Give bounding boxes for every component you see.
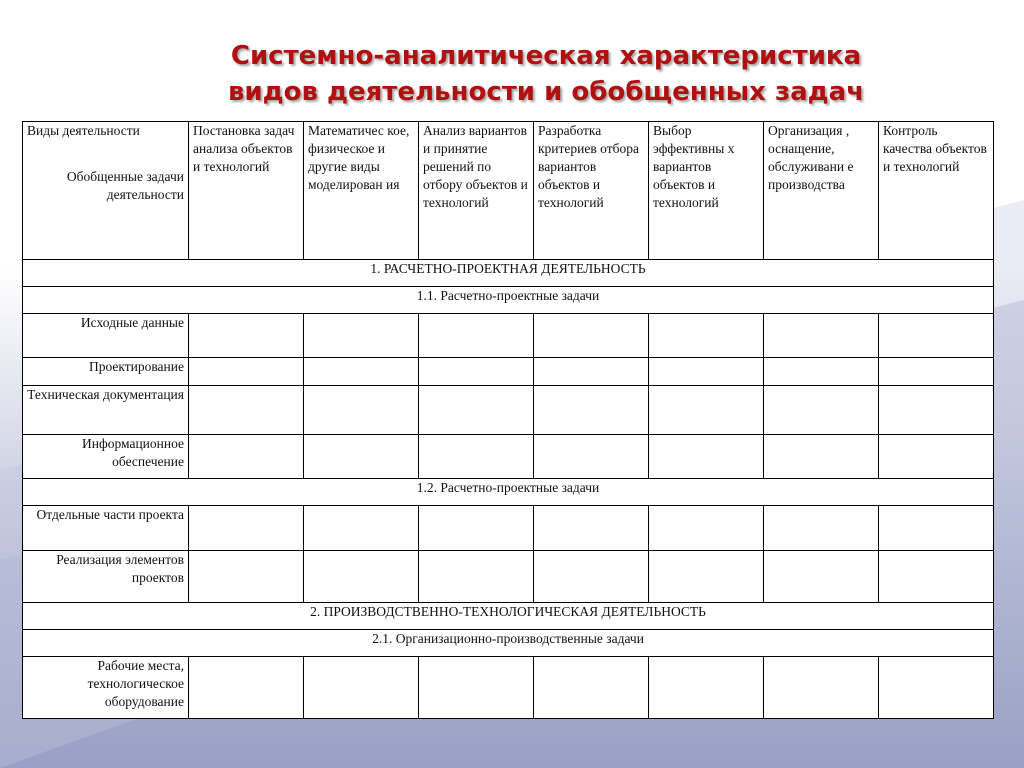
table-cell: [189, 358, 304, 386]
table-cell: [419, 435, 534, 479]
subsection-row: [23, 479, 994, 506]
table-cell: [879, 506, 994, 551]
table-row: [23, 657, 994, 719]
table-cell: [419, 551, 534, 603]
table-row: [23, 358, 994, 386]
table-row: [23, 435, 994, 479]
row-label: Отдельные части проекта: [23, 506, 189, 551]
column-header: Математичес кое, физическое и другие виды моделирован ия: [304, 122, 419, 260]
subsection-row: [23, 630, 994, 657]
section-row: [23, 260, 994, 287]
row-label: Техническая документация: [23, 386, 189, 435]
activity-kinds-label: Виды деятельности: [27, 123, 140, 138]
slide-title: [0, 38, 1024, 110]
table-cell: [419, 657, 534, 719]
table-cell: [534, 506, 649, 551]
table-cell: [419, 358, 534, 386]
table-cell: [304, 551, 419, 603]
table-cell: [764, 386, 879, 435]
subsection-row: [23, 287, 994, 314]
header-row: [23, 122, 994, 260]
table-cell: [189, 435, 304, 479]
table-cell: [764, 358, 879, 386]
table-cell: [649, 506, 764, 551]
table-cell: [764, 551, 879, 603]
table-cell: [649, 358, 764, 386]
table-cell: [879, 551, 994, 603]
table-cell: [189, 506, 304, 551]
corner-header-cell: [23, 122, 189, 260]
table-cell: [304, 314, 419, 358]
table-cell: [419, 506, 534, 551]
table-row: [23, 551, 994, 603]
column-header: Организация , оснащение, обслуживани е производства: [764, 122, 879, 260]
table-cell: [764, 506, 879, 551]
column-header: Анализ вариантов и принятие решений по отбору объектов и технологий: [419, 122, 534, 260]
table-cell: [649, 657, 764, 719]
table-cell: [189, 386, 304, 435]
column-header: Выбор эффективны х вариантов объектов и технологий: [649, 122, 764, 260]
table-cell: [534, 386, 649, 435]
table-cell: [304, 435, 419, 479]
table-cell: [304, 358, 419, 386]
subsection-heading: 2.1. Организационно-производственные задачи: [23, 630, 994, 657]
table-cell: [879, 358, 994, 386]
table-cell: [764, 435, 879, 479]
section-row: [23, 603, 994, 630]
table-cell: [879, 657, 994, 719]
column-header: Разработка критериев отбора вариантов объектов и технологий: [534, 122, 649, 260]
table-cell: [649, 314, 764, 358]
table-cell: [534, 314, 649, 358]
table-row: [23, 506, 994, 551]
table-cell: [534, 358, 649, 386]
row-label: Реализация элементов проектов: [23, 551, 189, 603]
generalized-tasks-label: Обобщенные задачи деятельности: [66, 169, 184, 202]
table-cell: [649, 386, 764, 435]
table-row: [23, 314, 994, 358]
subsection-heading: 1.1. Расчетно-проектные задачи: [23, 287, 994, 314]
table-cell: [304, 386, 419, 435]
table-cell: [764, 314, 879, 358]
column-header: Контроль качества объектов и технологий: [879, 122, 994, 260]
table-cell: [189, 314, 304, 358]
section-heading: 2. ПРОИЗВОДСТВЕННО-ТЕХНОЛОГИЧЕСКАЯ ДЕЯТЕЛЬНОСТЬ: [23, 603, 994, 630]
column-header: Постановка задач анализа объектов и технологий: [189, 122, 304, 260]
table-cell: [419, 314, 534, 358]
section-heading: 1. РАСЧЕТНО-ПРОЕКТНАЯ ДЕЯТЕЛЬНОСТЬ: [23, 260, 994, 287]
title-line-1: Системно-аналитическая характеристика: [230, 41, 862, 71]
table-cell: [879, 386, 994, 435]
row-label: Информационное обеспечение: [23, 435, 189, 479]
table-cell: [649, 435, 764, 479]
table-cell: [534, 435, 649, 479]
table-cell: [534, 657, 649, 719]
title-line-2: видов деятельности и обобщенных задач: [227, 77, 865, 107]
activity-task-table: [22, 121, 994, 719]
table-cell: [189, 551, 304, 603]
table-cell: [879, 435, 994, 479]
table-cell: [304, 657, 419, 719]
table-cell: [189, 657, 304, 719]
row-label: Исходные данные: [23, 314, 189, 358]
table-row: [23, 386, 994, 435]
table-cell: [419, 386, 534, 435]
row-label: Рабочие места, технологическое оборудование: [23, 657, 189, 719]
subsection-heading: 1.2. Расчетно-проектные задачи: [23, 479, 994, 506]
row-label: Проектирование: [23, 358, 189, 386]
table-cell: [879, 314, 994, 358]
table-cell: [304, 506, 419, 551]
table-cell: [649, 551, 764, 603]
table-cell: [764, 657, 879, 719]
table-cell: [534, 551, 649, 603]
